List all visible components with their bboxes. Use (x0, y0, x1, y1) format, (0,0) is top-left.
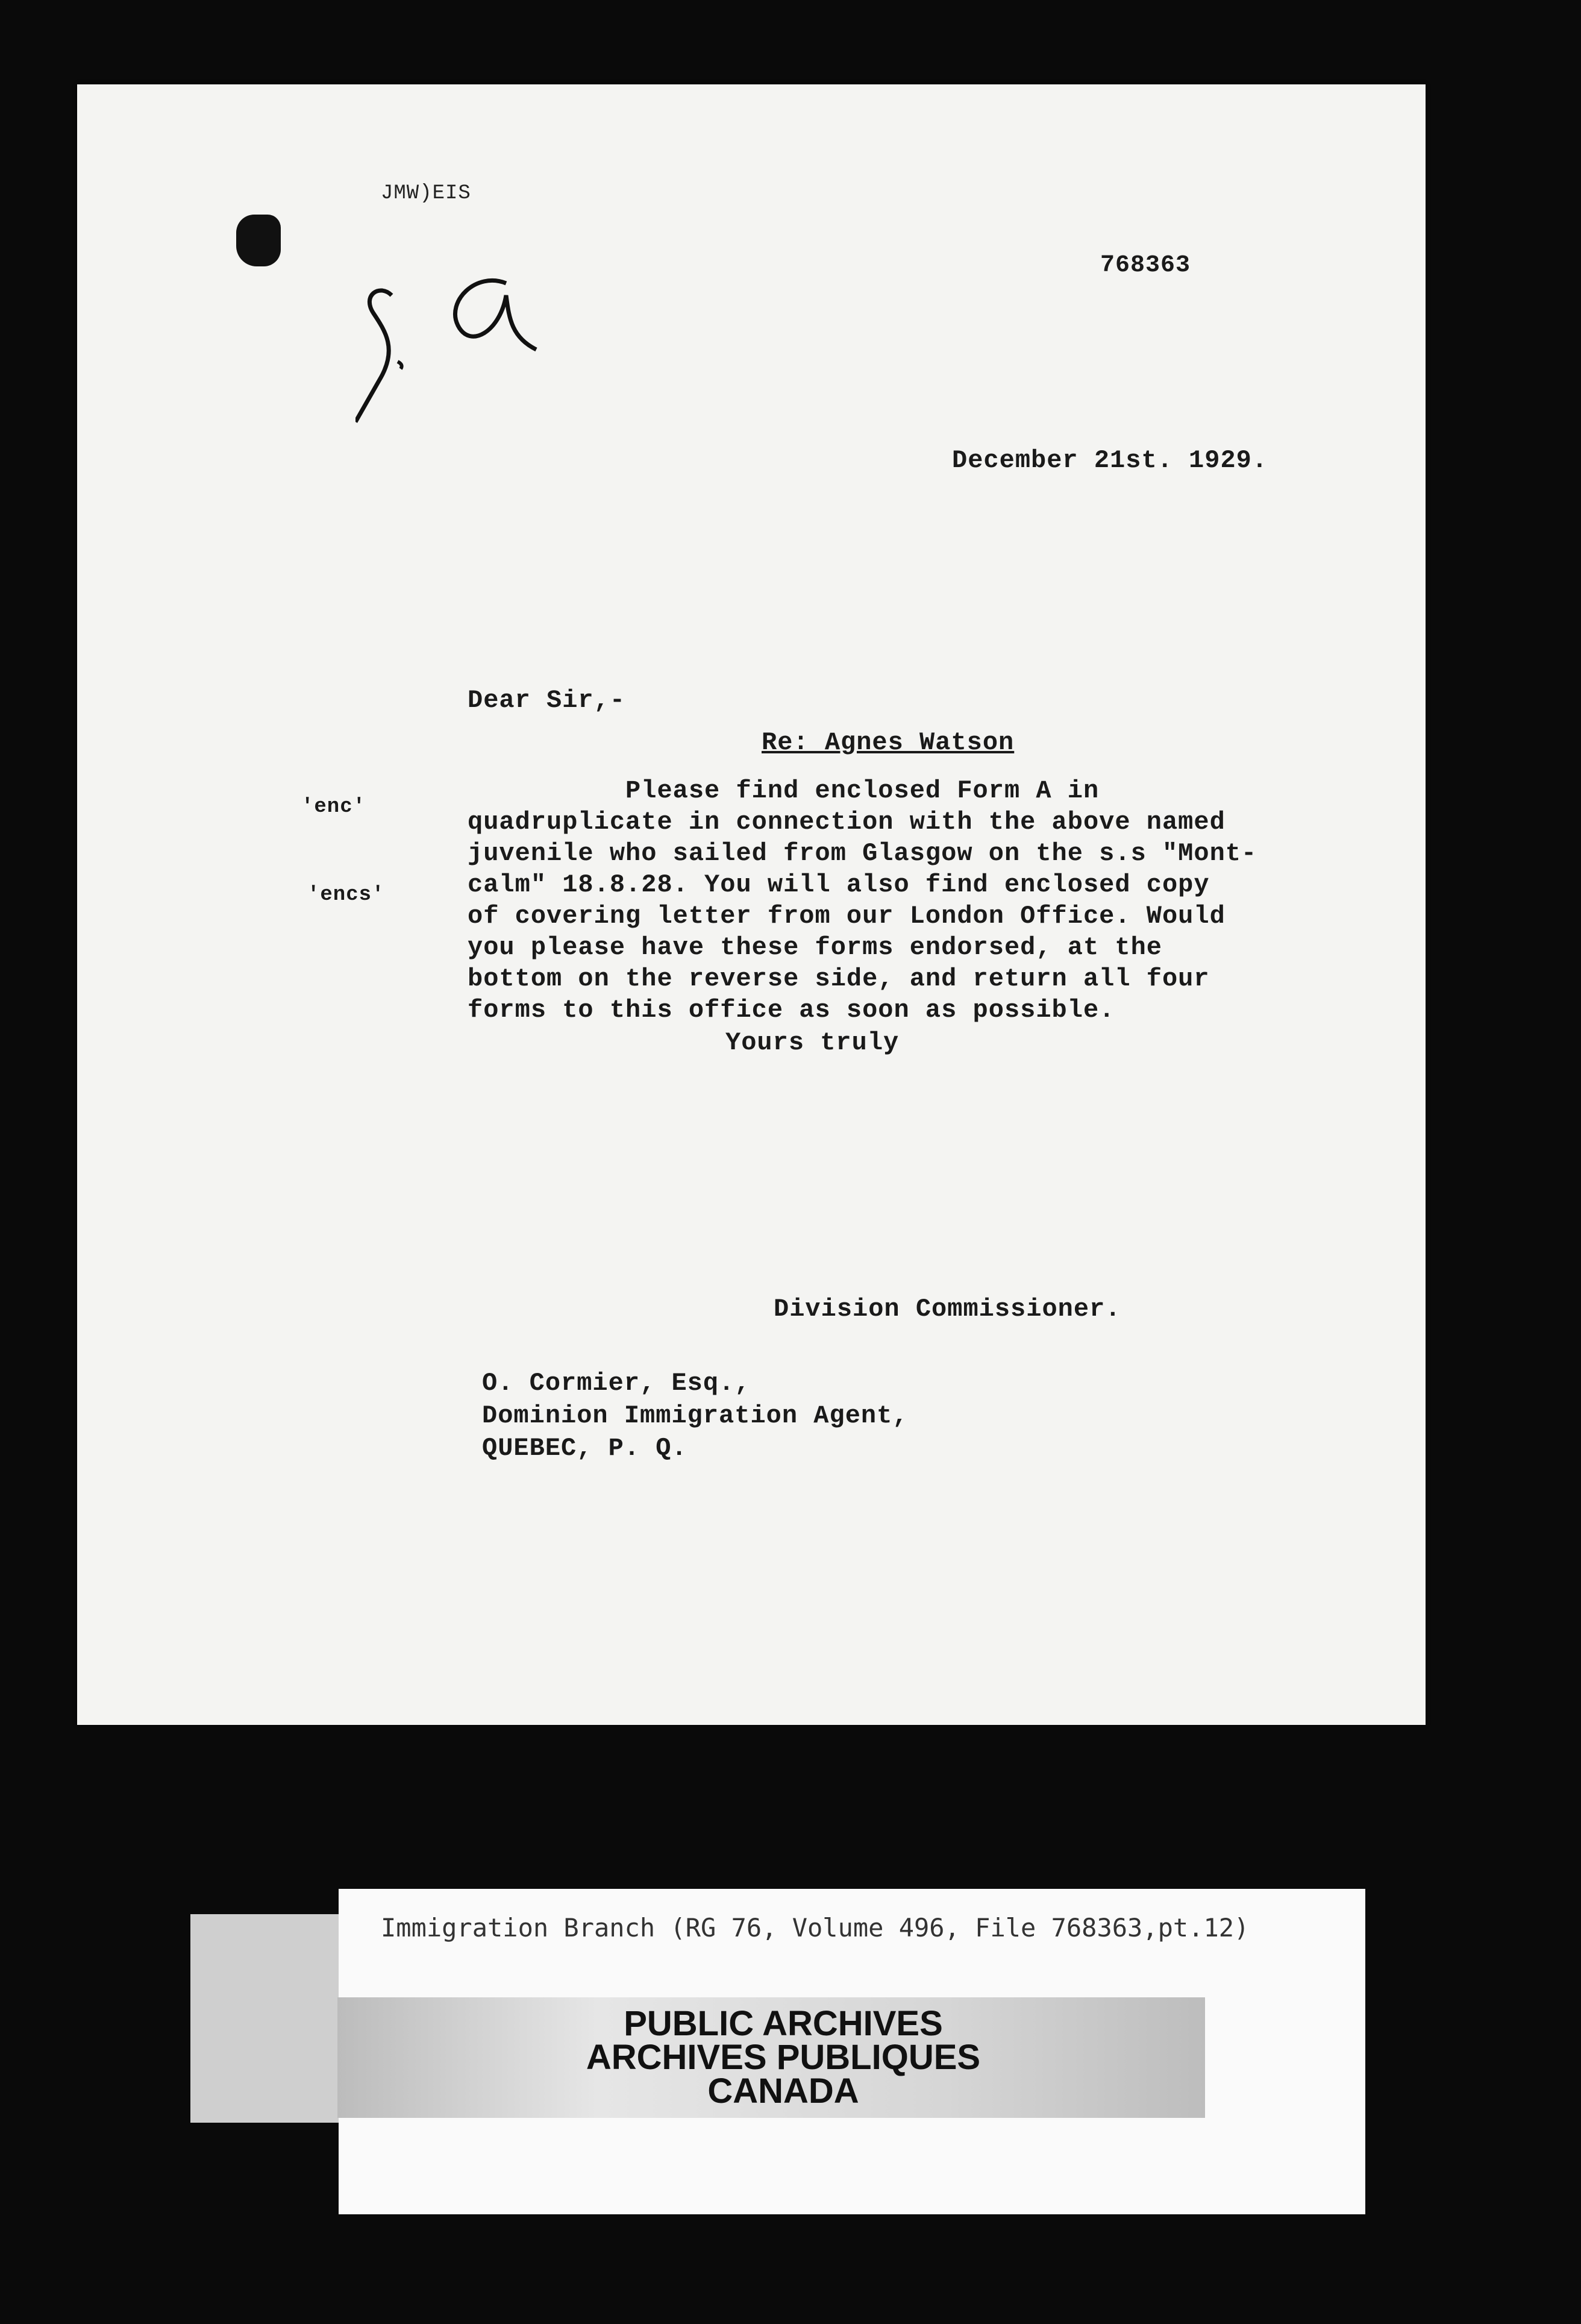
addressee-line: Dominion Immigration Agent, (482, 1401, 909, 1430)
file-number: 768363 (1100, 252, 1191, 279)
reference-initials: JMW)EIS (381, 182, 471, 205)
body-line: Please find enclosed Form A in (468, 776, 1100, 805)
addressee-block (482, 1367, 909, 1465)
margin-note-enc: 'enc' (301, 796, 366, 818)
letter-body (468, 775, 1257, 1026)
punch-hole (236, 215, 281, 266)
archives-stamp (542, 2004, 1024, 2111)
body-line: bottom on the reverse side, and return all four (468, 964, 1210, 993)
subject-line: Re: Agnes Watson (762, 728, 1015, 757)
closing: Yours truly (725, 1028, 900, 1057)
stamp-line: CANADA (707, 2071, 859, 2111)
signature-title: Division Commissioner. (774, 1295, 1121, 1324)
letter-date: December 21st. 1929. (952, 446, 1268, 475)
body-line: calm" 18.8.28. You will also find enclosed copy (468, 870, 1210, 899)
body-line: of covering letter from our London Office. Would (468, 902, 1226, 931)
addressee-line: QUEBEC, P. Q. (482, 1434, 687, 1463)
margin-note-encs: 'encs' (307, 884, 385, 906)
body-line: you please have these forms endorsed, at the (468, 933, 1162, 962)
salutation: Dear Sir,- (468, 686, 626, 715)
archive-reference: Immigration Branch (RG 76, Volume 496, File 768363,pt.12) (381, 1913, 1250, 1942)
body-line: forms to this office as soon as possible. (468, 996, 1115, 1025)
body-line: quadruplicate in connection with the above named (468, 808, 1226, 837)
stamp-line: PUBLIC ARCHIVES (624, 2004, 943, 2043)
body-line: juvenile who sailed from Glasgow on the s.s "Mont- (468, 839, 1257, 868)
addressee-line: O. Cormier, Esq., (482, 1369, 751, 1398)
handwritten-initials (355, 259, 584, 440)
stamp-line: ARCHIVES PUBLIQUES (586, 2038, 981, 2077)
